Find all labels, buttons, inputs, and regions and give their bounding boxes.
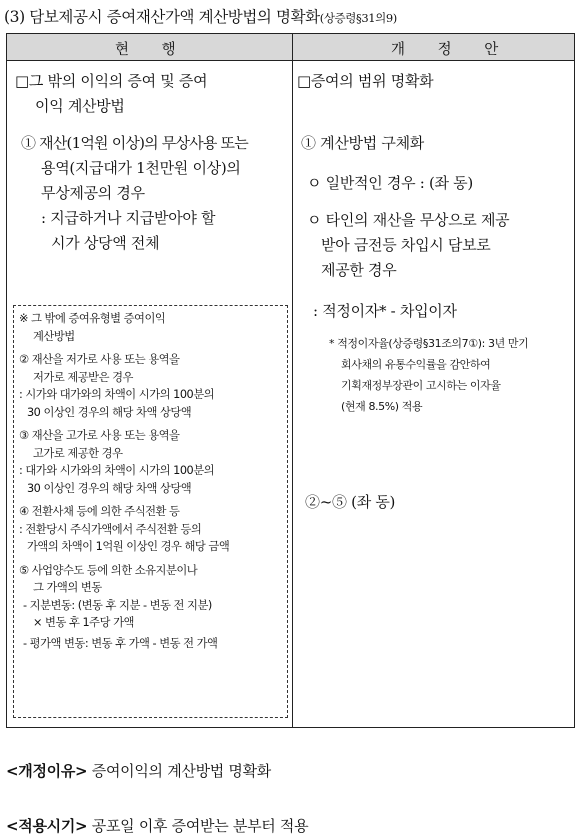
note-line4: (현재 8.5%) 적용 (341, 400, 423, 413)
collateral-line2: 받아 금전등 차입시 담보로 (321, 236, 491, 254)
revised-general-case: ㅇ 일반적인 경우 : (좌 동) (307, 174, 473, 192)
box-item2-line1: ② 재산을 저가로 사용 또는 용역을 (19, 353, 180, 366)
note-line2: 회사채의 유통수익률을 감안하여 (341, 358, 491, 371)
box-item5-line4: × 변동 후 1주당 가액 (33, 616, 134, 629)
table-header (7, 34, 574, 61)
box-item2-line4: 30 이상인 경우의 해당 차액 상당액 (27, 405, 192, 419)
note-line1: * 적정이자율(상증령§31조의7①): 3년 만기 (329, 337, 529, 350)
collateral-line1: ㅇ 타인의 재산을 무상으로 제공 (307, 211, 510, 229)
revised-collateral-case (307, 208, 575, 283)
current-item1-line3: 무상제공의 경우 (41, 184, 145, 202)
box-intro-line2: 계산방법 (33, 329, 75, 343)
current-item1-line2: 용역(지급대가 1천만원 이상)의 (41, 159, 241, 177)
revised-item1-title: ① 계산방법 구체화 (301, 134, 424, 152)
column-divider (292, 34, 293, 727)
section-title (4, 5, 397, 27)
header-current: 현 행 (115, 42, 190, 58)
current-item1-line4: : 지급하거나 지급받아야 할 (41, 209, 216, 227)
note-line3: 기획재정부장관이 고시하는 이자율 (341, 379, 501, 392)
section-title-main: (3) 담보제공시 증여재산가액 계산방법의 명확화 (4, 8, 320, 26)
collateral-line3: 제공한 경우 (321, 261, 397, 279)
revision-reason (6, 760, 271, 781)
current-title-line2: 이익 계산방법 (35, 97, 125, 115)
revision-reason-text: 증여이익의 계산방법 명확화 (91, 762, 271, 780)
revised-section-title: □증여의 범위 명확화 (297, 72, 434, 90)
header-revised: 개 정 안 (391, 42, 513, 58)
effective-date-label: <적용시기> (6, 817, 88, 835)
other-types-box (13, 305, 288, 718)
comparison-table (6, 33, 575, 728)
box-item3-line3: : 대가와 시가와의 차액이 시가의 100분의 (19, 464, 215, 477)
current-section-title (15, 69, 287, 119)
box-item2-line3: : 시가와 대가와의 차액이 시가의 100분의 (19, 388, 215, 401)
box-item4-line1: ④ 전환사채 등에 의한 주식전환 등 (19, 505, 180, 518)
box-item5-line1: ⑤ 사업양수도 등에 의한 소유지분이나 (19, 563, 198, 577)
current-item1-line5: 시가 상당액 전체 (51, 234, 160, 252)
revision-reason-label: <개정이유> (6, 762, 88, 780)
revised-interest-note (329, 333, 575, 417)
effective-date (6, 815, 308, 836)
box-item5-line3: - 지분변동: (변동 후 지분 - 변동 전 지분) (23, 598, 212, 612)
box-item3-line4: 30 이상인 경우의 해당 차액 상당액 (27, 481, 192, 495)
box-item3-line1: ③ 재산을 고가로 사용 또는 용역을 (19, 429, 180, 442)
section-title-ref: (상증령§31의9) (319, 11, 397, 25)
box-intro-line1: ※ 그 밖에 증여유형별 증여이익 (19, 312, 166, 325)
box-item2-line2: 저가로 제공받은 경우 (33, 370, 133, 384)
current-item1 (21, 131, 291, 256)
revised-items-2-5: ②~⑤ (좌 동) (305, 493, 396, 511)
revised-formula: : 적정이자* - 차입이자 (313, 302, 457, 320)
effective-date-text: 공포일 이후 증여받는 분부터 적용 (91, 817, 309, 835)
current-item1-line1: ① 재산(1억원 이상)의 무상사용 또는 (21, 134, 248, 152)
box-item4-line3: 가액의 차액이 1억원 이상인 경우 해당 금액 (27, 540, 230, 553)
box-item4-line2: : 전환당시 주식가액에서 주식전환 등의 (19, 522, 202, 536)
current-title-line1: □그 밖의 이익의 증여 및 증여 (15, 72, 208, 90)
box-item5-line2: 그 가액의 변동 (33, 581, 102, 594)
box-item3-line2: 고가로 제공한 경우 (33, 446, 123, 460)
box-item5-line5: - 평가액 변동: 변동 후 가액 - 변동 전 가액 (23, 636, 218, 650)
